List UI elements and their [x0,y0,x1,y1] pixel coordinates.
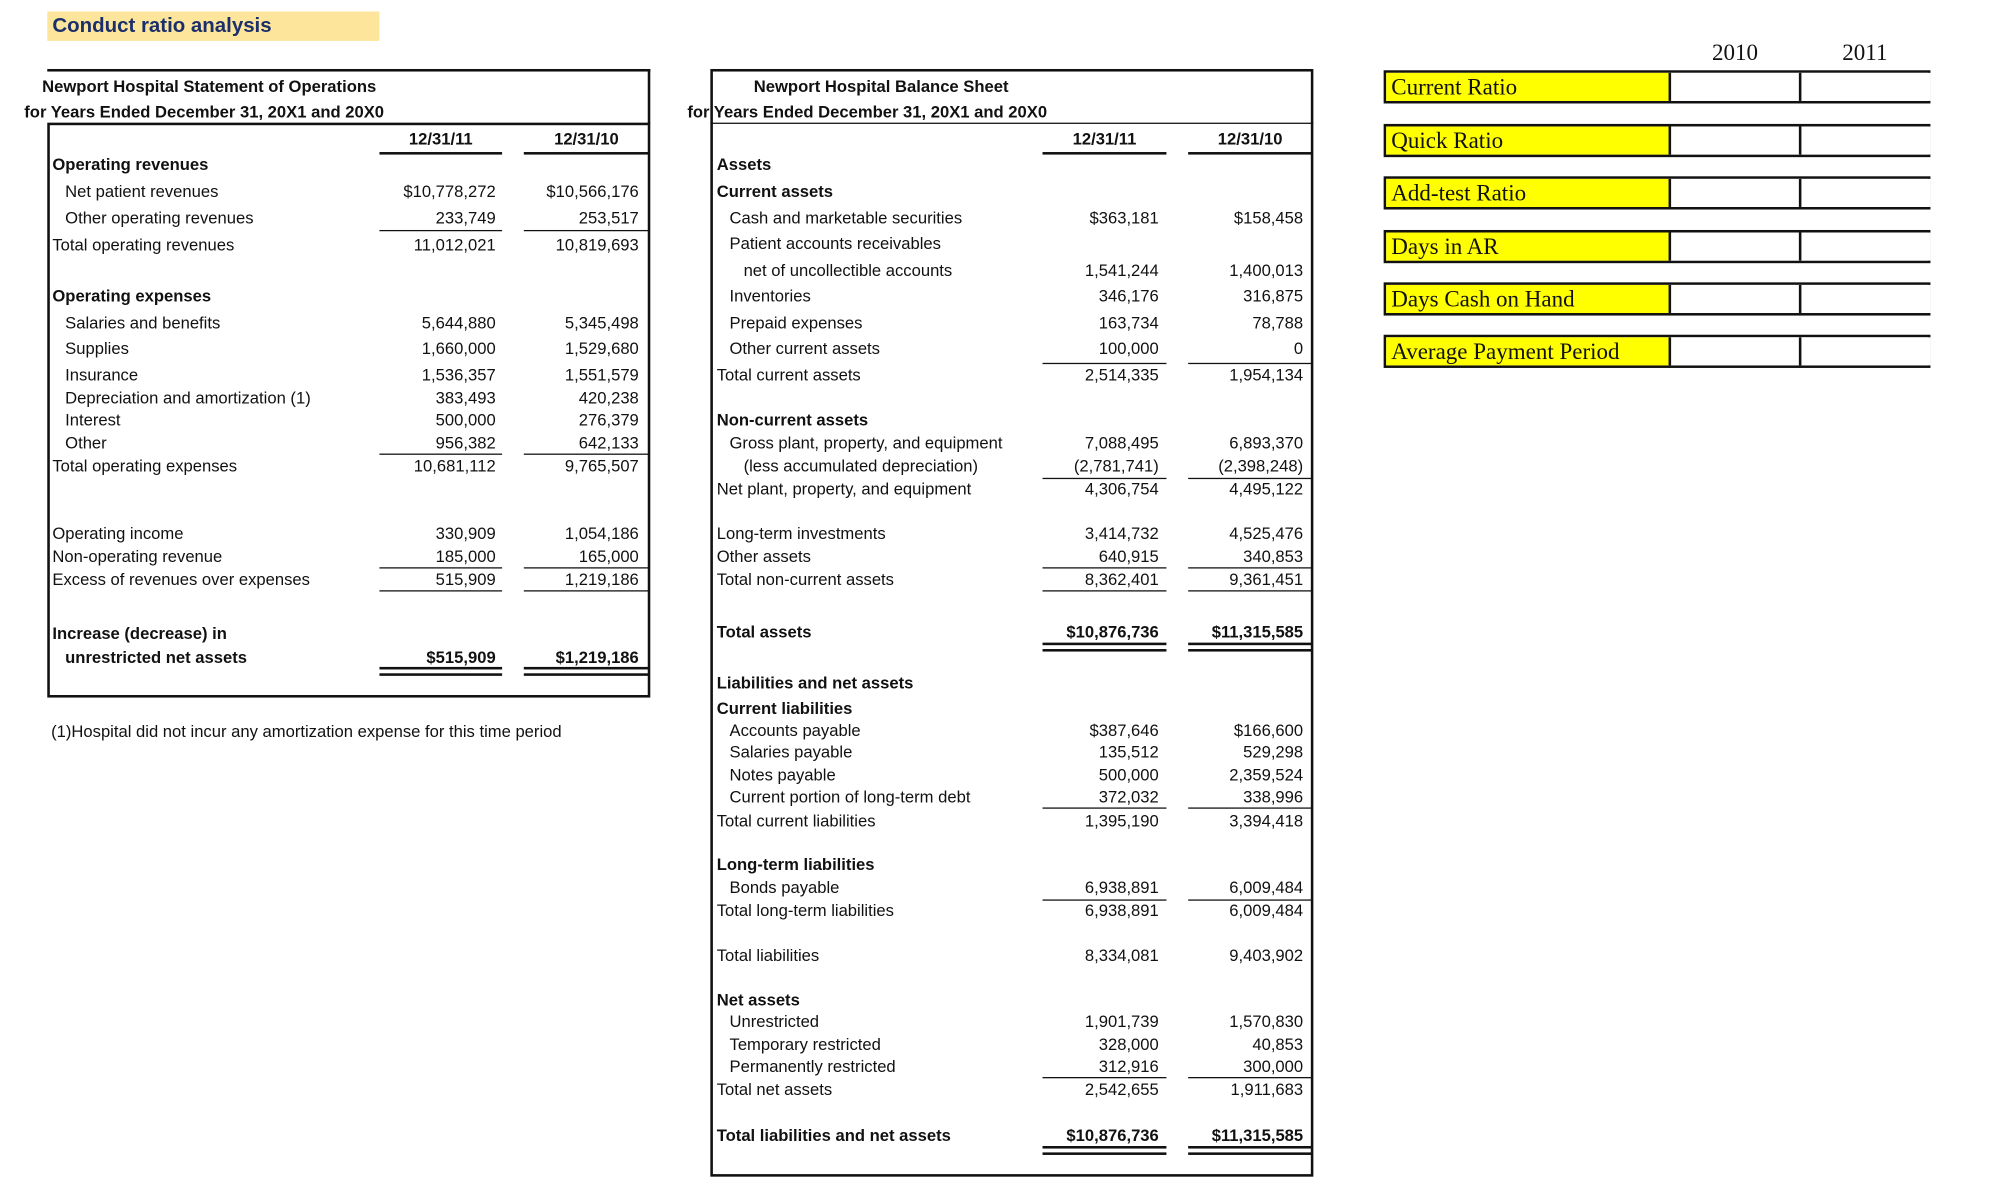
underline [379,454,502,455]
value-2011: $10,876,736 [1066,622,1159,642]
value-2011: 10,681,112 [413,456,496,476]
year-header-2011: 2011 [1842,39,1888,66]
value-2011: 500,000 [1098,765,1159,785]
value-2011: 163,734 [1098,313,1159,333]
value-2010: 5,345,498 [564,313,639,333]
row-label: Net assets [716,990,800,1010]
value-2010: 2,359,524 [1229,765,1304,785]
row-label: Assets [716,154,772,174]
ratio-row [1384,335,1931,368]
value-2011: 1,541,244 [1084,260,1159,280]
underline [1043,152,1167,155]
row-label: Notes payable [729,765,836,785]
row-label: Operating income [52,523,184,543]
column-header-2011: 12/31/11 [408,129,473,149]
value-2011: 135,512 [1098,742,1159,762]
row-label: (less accumulated depreciation) [743,456,979,476]
value-2010: 78,788 [1252,313,1304,333]
row-label: Operating expenses [52,286,212,306]
double-underline [1043,1146,1167,1155]
value-2011: $515,909 [426,647,496,667]
row-label: Net patient revenues [65,181,219,201]
page-title: Conduct ratio analysis [47,11,379,40]
header-divider [710,123,1313,124]
value-2010: 420,238 [578,388,639,408]
row-label: net of uncollectible accounts [743,260,953,280]
row-label: Depreciation and amortization (1) [65,388,311,408]
column-header-2011: 12/31/11 [1072,129,1137,149]
value-2011: 5,644,880 [421,313,496,333]
ratio-label: Days in AR [1386,233,1668,261]
underline [1043,363,1167,364]
underline [524,567,649,568]
row-label: Other current assets [729,338,880,358]
underline [379,230,502,231]
row-label: Operating revenues [52,154,209,174]
row-label: Permanently restricted [729,1056,896,1076]
underline [1188,152,1312,155]
value-2011: 233,749 [435,208,496,228]
ratio-input-2010[interactable] [1669,285,1801,313]
ratio-row [1384,124,1931,157]
value-2010: 316,875 [1243,286,1304,306]
value-2011: 2,542,655 [1084,1079,1159,1099]
row-label: Total liabilities [716,945,820,965]
value-2010: $10,566,176 [546,181,639,201]
value-2011: 312,916 [1098,1056,1159,1076]
value-2010: 9,765,507 [564,456,639,476]
value-2010: 4,525,476 [1229,523,1304,543]
ratio-label: Current Ratio [1386,73,1668,101]
underline [1188,899,1312,900]
underline [524,590,649,591]
value-2010: 3,394,418 [1229,811,1304,831]
value-2011: 8,362,401 [1084,569,1159,589]
value-2010: $166,600 [1233,720,1304,740]
row-label: Unrestricted [729,1011,820,1032]
value-2011: 956,382 [435,433,496,453]
value-2010: 642,133 [578,433,639,453]
underline [1188,567,1312,568]
value-2011: 640,915 [1098,546,1159,566]
underline [1188,590,1312,591]
row-label: Supplies [65,338,129,358]
row-label: Accounts payable [729,720,861,740]
value-2011: 1,660,000 [421,338,496,358]
row-label: Total operating expenses [52,456,238,476]
underline [1043,899,1167,900]
row-label: Total non-current assets [716,569,894,589]
value-2010: $158,458 [1233,208,1304,228]
ratio-label: Add-test Ratio [1386,179,1668,207]
value-2011: 328,000 [1098,1034,1159,1055]
value-2010: 1,954,134 [1229,365,1304,385]
column-header-2010: 12/31/10 [554,129,619,149]
underline [1043,590,1167,591]
value-2011: $10,876,736 [1066,1125,1159,1145]
row-label: Non-operating revenue [52,546,223,566]
ratio-input-2010[interactable] [1669,73,1801,101]
value-2010: 6,009,484 [1229,877,1304,897]
value-2010: 1,219,186 [564,569,639,589]
balance-subheading: for Years Ended December 31, 20X1 and 20X0 [687,102,1048,122]
row-label: Inventories [729,286,811,306]
value-2011: 4,306,754 [1084,479,1159,499]
value-2011: 3,414,732 [1084,523,1159,543]
row-label: Liabilities and net assets [716,673,914,693]
ratio-input-2011[interactable] [1799,179,1931,207]
row-label: Net plant, property, and equipment [716,479,972,499]
value-2011: $363,181 [1089,208,1159,228]
underline [379,567,502,568]
underline [1188,807,1312,808]
balance-heading: Newport Hospital Balance Sheet [753,76,1009,96]
value-2010: 6,893,370 [1229,433,1304,453]
value-2010: 1,551,579 [564,365,639,385]
double-underline [1043,643,1167,652]
ratio-input-2010[interactable] [1669,126,1801,154]
row-label: Total assets [716,622,812,642]
row-label: Total long-term liabilities [716,900,894,920]
row-label: Total operating revenues [52,235,235,255]
underline [1043,1077,1167,1078]
row-label: Current portion of long-term debt [729,787,971,807]
row-label: Current liabilities [716,698,853,719]
value-2010: 300,000 [1243,1056,1304,1076]
value-2010: (2,398,248) [1218,456,1304,476]
value-2010: 9,403,902 [1229,945,1304,965]
row-label: Non-current assets [716,410,869,430]
value-2010: $11,315,585 [1211,1125,1304,1145]
ratio-input-2010[interactable] [1669,179,1801,207]
underline [524,152,649,155]
value-2010: 253,517 [578,208,639,228]
value-2011: 330,909 [435,523,496,543]
operations-heading: Newport Hospital Statement of Operations [42,76,377,96]
row-label: Gross plant, property, and equipment [729,433,1003,453]
value-2011: 1,901,739 [1084,1011,1159,1032]
ratio-row [1384,70,1931,103]
value-2011: (2,781,741) [1073,456,1159,476]
double-underline [1188,643,1312,652]
row-label: Interest [65,410,121,430]
column-header-2010: 12/31/10 [1217,129,1283,149]
row-label: Increase (decrease) in [52,623,227,643]
value-2011: $387,646 [1089,720,1159,740]
ratio-input-2011[interactable] [1799,233,1931,261]
value-2011: 1,536,357 [421,365,496,385]
row-label: Total current assets [716,365,861,385]
value-2010: 1,570,830 [1229,1011,1304,1032]
row-label: Other [65,433,107,453]
underline [379,590,502,591]
value-2010: 165,000 [578,546,639,566]
double-underline [1188,1146,1312,1155]
row-label: Other operating revenues [65,208,254,228]
underline [1188,1077,1312,1078]
value-2010: 1,400,013 [1229,260,1304,280]
value-2011: $10,778,272 [403,181,496,201]
value-2011: 7,088,495 [1084,433,1159,453]
row-label: Excess of revenues over expenses [52,569,310,589]
value-2011: 515,909 [435,569,496,589]
row-label: Other assets [716,546,811,566]
ratio-row [1384,230,1931,263]
value-2010: $1,219,186 [555,647,639,667]
row-label: Salaries payable [729,742,853,762]
value-2011: 11,012,021 [413,235,496,255]
row-label: Patient accounts receivables [729,233,941,253]
value-2011: 2,514,335 [1084,365,1159,385]
value-2010: 0 [1293,338,1304,358]
year-header-2010: 2010 [1711,39,1758,66]
underline [1043,567,1167,568]
operations-subheading: for Years Ended December 31, 20X1 and 20X0 [24,102,385,122]
value-2011: 6,938,891 [1084,900,1159,920]
value-2011: 185,000 [435,546,496,566]
row-label: Temporary restricted [729,1034,881,1055]
row-label: Total liabilities and net assets [716,1125,951,1145]
value-2010: 276,379 [578,410,639,430]
value-2010: 338,996 [1243,787,1304,807]
value-2010: 4,495,122 [1229,479,1304,499]
underline [1188,478,1312,479]
double-underline [524,667,649,676]
row-label: Insurance [65,365,139,385]
ratio-row [1384,282,1931,315]
ratio-label: Quick Ratio [1386,126,1668,154]
row-label: unrestricted net assets [65,647,248,667]
value-2011: 346,176 [1098,286,1159,306]
value-2010: 1,054,186 [564,523,639,543]
row-label: Total current liabilities [716,811,876,831]
ratio-input-2011[interactable] [1799,126,1931,154]
row-label: Total net assets [716,1079,833,1099]
value-2010: 529,298 [1243,742,1304,762]
row-label: Long-term investments [716,523,886,543]
row-label: Salaries and benefits [65,313,221,333]
ratio-input-2011[interactable] [1799,337,1931,365]
ratio-label: Average Payment Period [1386,337,1668,365]
row-label: Current assets [716,181,834,201]
value-2010: 1,911,683 [1230,1079,1304,1099]
footnote: (1)Hospital did not incur any amortization expense for this time period [51,721,562,742]
row-label: Cash and marketable securities [729,208,963,228]
row-label: Bonds payable [729,877,840,897]
value-2011: 383,493 [435,388,496,408]
value-2010: 10,819,693 [555,235,639,255]
ratio-input-2010[interactable] [1669,233,1801,261]
row-label: Long-term liabilities [716,854,875,874]
value-2011: 372,032 [1098,787,1159,807]
value-2010: 340,853 [1243,546,1304,566]
value-2010: 6,009,484 [1229,900,1304,920]
value-2011: 100,000 [1098,338,1159,358]
value-2011: 1,395,190 [1084,811,1159,831]
underline [379,152,502,155]
ratio-input-2011[interactable] [1799,73,1931,101]
underline [524,454,649,455]
underline [1188,363,1312,364]
ratio-label: Days Cash on Hand [1386,285,1668,313]
value-2010: 1,529,680 [564,338,639,358]
ratio-input-2010[interactable] [1669,337,1801,365]
value-2011: 6,938,891 [1084,877,1159,897]
ratio-row [1384,176,1931,209]
value-2010: 40,853 [1252,1034,1304,1055]
underline [1043,478,1167,479]
value-2011: 500,000 [435,410,496,430]
underline [1043,807,1167,808]
ratio-input-2011[interactable] [1799,285,1931,313]
value-2010: 9,361,451 [1229,569,1304,589]
underline [524,230,649,231]
double-underline [379,667,502,676]
value-2011: 8,334,081 [1084,945,1159,965]
value-2010: $11,315,585 [1211,622,1304,642]
row-label: Prepaid expenses [729,313,863,333]
